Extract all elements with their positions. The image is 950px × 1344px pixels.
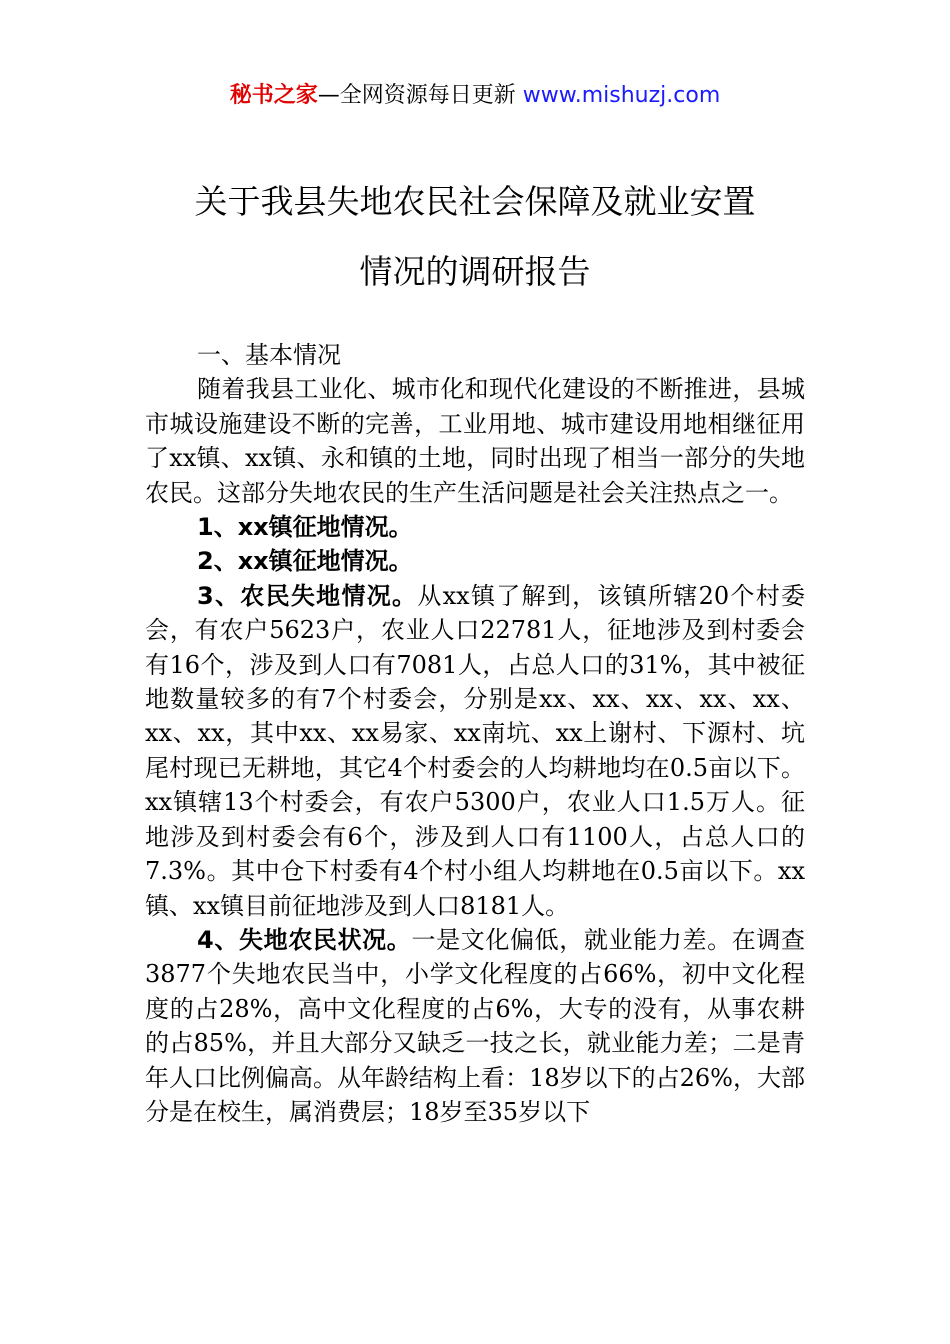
- document-title-line1: 关于我县失地农民社会保障及就业安置: [194, 182, 756, 221]
- site-header: [0, 80, 950, 112]
- site-tagline: —全网资源每日更新: [317, 83, 523, 108]
- item-2-heading: 2、xx镇征地情况。: [197, 547, 413, 576]
- item-4-text: 一是文化偏低，就业能力差。在调查3877个失地农民当中，小学文化程度的占66%，初中文化程度的占28%，高中文化程度的占6%，大专的没有，从事农耕的占85%，并且大部分又缺乏一技之长，就业能力差；二是青年人口比例偏高。从年龄结构上看：18岁以下的占26%，大部分是在校生，属消费层；18岁至35岁以下: [145, 925, 805, 1126]
- document-body: [145, 338, 805, 1129]
- item-4-paragraph: [145, 923, 805, 1129]
- section-heading: 一、基本情况: [197, 341, 341, 369]
- site-url-link[interactable]: www.mishuzj.com: [522, 83, 721, 108]
- item-3-text: 从xx镇了解到，该镇所辖20个村委会，有农户5623户，农业人口22781人，征地涉及到村委会有16个，涉及到人口有7081人，占总人口的31%，其中被征地数量较多的有7个村委会，分别是xx、xx、xx、xx、xx、xx、xx，其中xx、xx易家、xx南坑、xx上谢村、下源村、坑尾村现已无耕地，其它4个村委会的人均耕地均在0.5亩以下。xx镇辖13个村委会，有农户5300户，农业人口1.5万人。征地涉及到村委会有6个，涉及到人口有1100人，占总人口的7.3%。其中仓下村委有4个村小组人均耕地在0.5亩以下。xx镇、xx镇目前征地涉及到人口8181人。: [145, 581, 806, 920]
- document-title-line2: 情况的调研报告: [359, 252, 591, 291]
- item-3-paragraph: [145, 579, 805, 923]
- item-3-heading: 3、农民失地情况。: [197, 581, 418, 610]
- site-brand: 秘书之家: [229, 83, 318, 108]
- item-1-heading: 1、xx镇征地情况。: [197, 513, 413, 542]
- item-4-heading: 4、失地农民状况。: [197, 925, 412, 954]
- intro-paragraph: 随着我县工业化、城市化和现代化建设的不断推进，县城市城设施建设不断的完善，工业用地、城市建设用地相继征用了xx镇、xx镇、永和镇的土地，同时出现了相当一部分的失地农民。这部分失地农民的生产生活问题是社会关注热点之一。: [145, 375, 805, 507]
